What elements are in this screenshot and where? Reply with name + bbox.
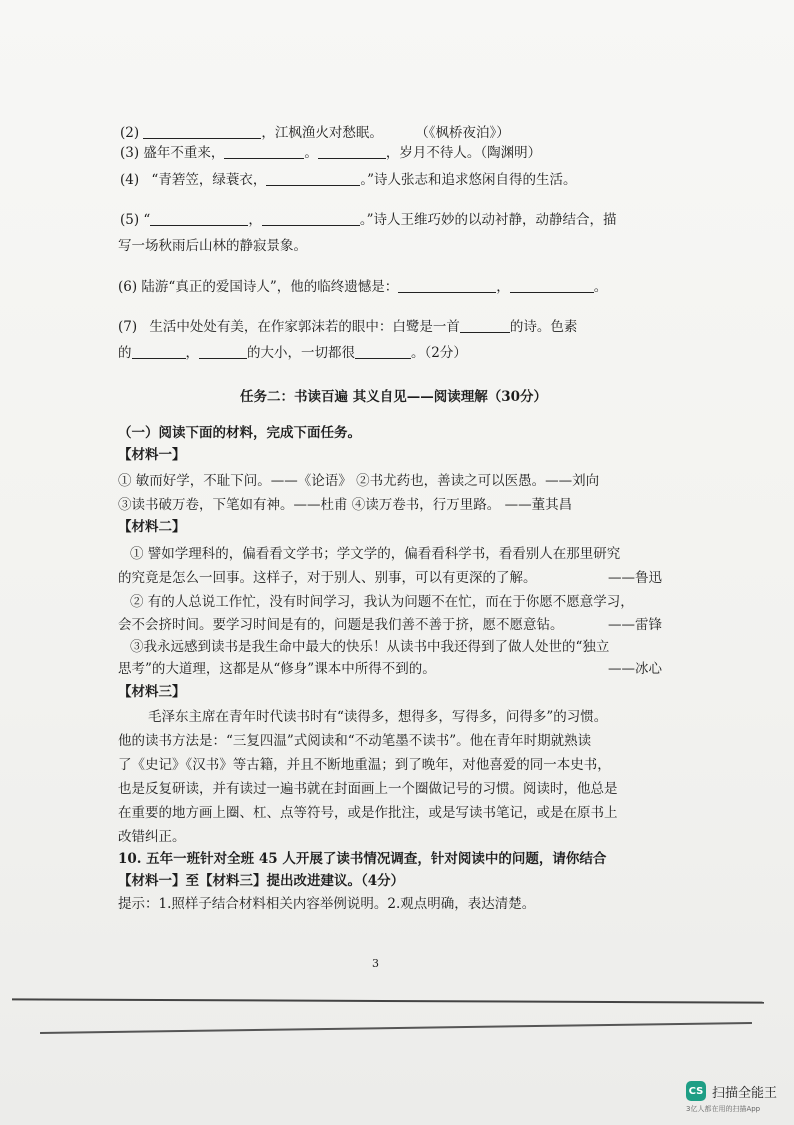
material-3-line-4: 也是反复研读，并有读过一遍书就在封面画上一个圈做记号的习惯。阅读时，他总是 (118, 781, 618, 797)
fill-line-5-cont: 写一场秋雨后山林的静寂景象。 (118, 238, 307, 254)
section-1-title: （一）阅读下面的材料，完成下面任务。 (118, 425, 361, 441)
poem-text: ，江枫渔火对愁眠。 (261, 125, 383, 141)
q-num: (3) (120, 145, 140, 161)
poem-text: 。 (593, 279, 608, 295)
answer-blank[interactable] (150, 211, 248, 226)
material-2-p3-source: ——冰心 (608, 661, 662, 677)
fill-line-3 (120, 144, 541, 162)
material-2-p2-cont: 会不会挤时间。要学习时间是有的，问题是我们善不善于挤，愿不愿意钻。 (118, 617, 564, 633)
scan-edge-line (12, 998, 764, 1003)
material-3-line-2: 他的读书方法是：“三复四温”式阅读和“不动笔墨不读书”。他在青年时期就熟读 (118, 733, 592, 749)
q-num: (4) (120, 172, 140, 188)
answer-blank[interactable] (355, 344, 411, 359)
fill-line-6 (118, 278, 607, 296)
poem-text: ， (496, 279, 510, 295)
answer-blank[interactable] (318, 144, 386, 159)
material-1-title: 【材料一】 (118, 447, 186, 463)
q-num: (5) (120, 212, 140, 228)
material-2-p1-cont: 的究竟是怎么一回事。这样子，对于别人、别事，可以有更深的了解。 (118, 570, 537, 586)
material-2-p3-cont: 思考”的大道理，这都是从“修身”课本中所得不到的。 (118, 661, 436, 677)
poem-text: ， (248, 212, 262, 228)
poem-text: 。（2分） (411, 345, 467, 361)
poem-text: 。”诗人张志和追求悠闲自得的生活。 (360, 172, 577, 188)
material-3-line-5: 在重要的地方画上圈、杠、点等符号，或是作批注，或是写读书笔记，或是在原书上 (118, 805, 618, 821)
poem-text: 的诗。色素 (509, 319, 578, 335)
answer-blank[interactable] (224, 144, 304, 159)
poem-text: “青箬笠，绿蓑衣， (151, 172, 267, 188)
material-2-p2: ② 有的人总说工作忙，没有时间学习，我认为问题不在忙，而在于你愿不愿意学习， (130, 594, 634, 610)
camscanner-logo-icon: CS (686, 1081, 706, 1101)
material-1-row-1: ① 敏而好学，不耻下问。——《论语》 ②书尤药也，善读之可以医愚。——刘向 (118, 473, 600, 489)
poem-text: 。”诗人王维巧妙的以动衬静，动静结合，描 (359, 212, 617, 228)
poem-text: 生活中处处有美，在作家郭沫若的眼中：白鹭是一首 (149, 319, 460, 335)
answer-blank[interactable] (460, 318, 510, 333)
answer-blank[interactable] (199, 344, 247, 359)
fill-line-5 (120, 211, 616, 229)
answer-blank[interactable] (510, 278, 594, 293)
material-2-p1: ① 譬如学理科的，偏看看文学书；学文学的，偏看看科学书，看看别人在那里研究 (130, 546, 621, 562)
question-10-line-2: 【材料一】至【材料三】提出改进建议。（4分） (118, 873, 405, 889)
poem-text: 。 (304, 145, 318, 161)
answer-blank[interactable] (266, 171, 360, 186)
poem-text: ， (185, 345, 199, 361)
material-2-p1-source: ——鲁迅 (608, 570, 662, 586)
question-10-hint: 提示：1.照样子结合材料相关内容举例说明。2.观点明确，表达清楚。 (118, 896, 536, 912)
fill-line-4 (120, 171, 576, 189)
q-num: (7) (118, 319, 138, 335)
material-3-line-1: 毛泽东主席在青年时代读书时有“读得多，想得多，写得多，问得多”的习惯。 (148, 709, 608, 725)
q-num: (6) (118, 279, 138, 295)
poem-text: 盛年不重来， (143, 145, 225, 161)
answer-blank[interactable] (132, 344, 186, 359)
answer-blank[interactable] (143, 124, 261, 139)
poem-text: 的 (118, 345, 132, 361)
camscanner-name: 扫描全能王 (712, 1086, 778, 1101)
fill-line-7 (118, 318, 577, 336)
material-3-line-3: 了《史记》《汉书》等古籍，并且不断地重温；到了晚年，对他喜爱的同一本史书， (118, 757, 611, 773)
material-3-line-6: 改错纠正。 (118, 829, 186, 845)
material-1-row-2: ③读书破万卷，下笔如有神。——杜甫 ④读万卷书，行万里路。 ——董其昌 (118, 497, 573, 513)
scan-edge-line (40, 1022, 752, 1034)
q-num: (2) (120, 125, 140, 141)
material-2-title: 【材料二】 (118, 519, 186, 535)
answer-blank[interactable] (262, 211, 360, 226)
poem-text: 的大小，一切都很 (247, 345, 355, 361)
poem-text: ，岁月不待人。（陶渊明） (385, 145, 542, 161)
material-3-title: 【材料三】 (118, 684, 186, 700)
question-10-line-1: 10. 五年一班针对全班 45 人开展了读书情况调查，针对阅读中的问题，请你结合 (118, 851, 607, 867)
camscanner-tagline: 3亿人都在用的扫描App (686, 1105, 761, 1113)
fill-line-7-cont (118, 344, 467, 362)
task2-title: 任务二：书读百遍 其义自见——阅读理解（30分） (240, 389, 547, 405)
poem-text: “ (143, 212, 151, 228)
page-number: 3 (372, 957, 379, 970)
faint-header-text (120, 64, 680, 84)
material-2-p2-source: ——雷锋 (608, 617, 662, 633)
poem-source: （《枫桥夜泊》） (415, 125, 510, 141)
material-2-p3: ③我永远感到读书是我生命中最大的快乐！从读书中我还得到了做人处世的“独立 (130, 639, 610, 655)
fill-line-2 (120, 124, 510, 142)
poem-text: 陆游“真正的爱国诗人”，他的临终遗憾是： (141, 279, 399, 295)
answer-blank[interactable] (398, 278, 496, 293)
